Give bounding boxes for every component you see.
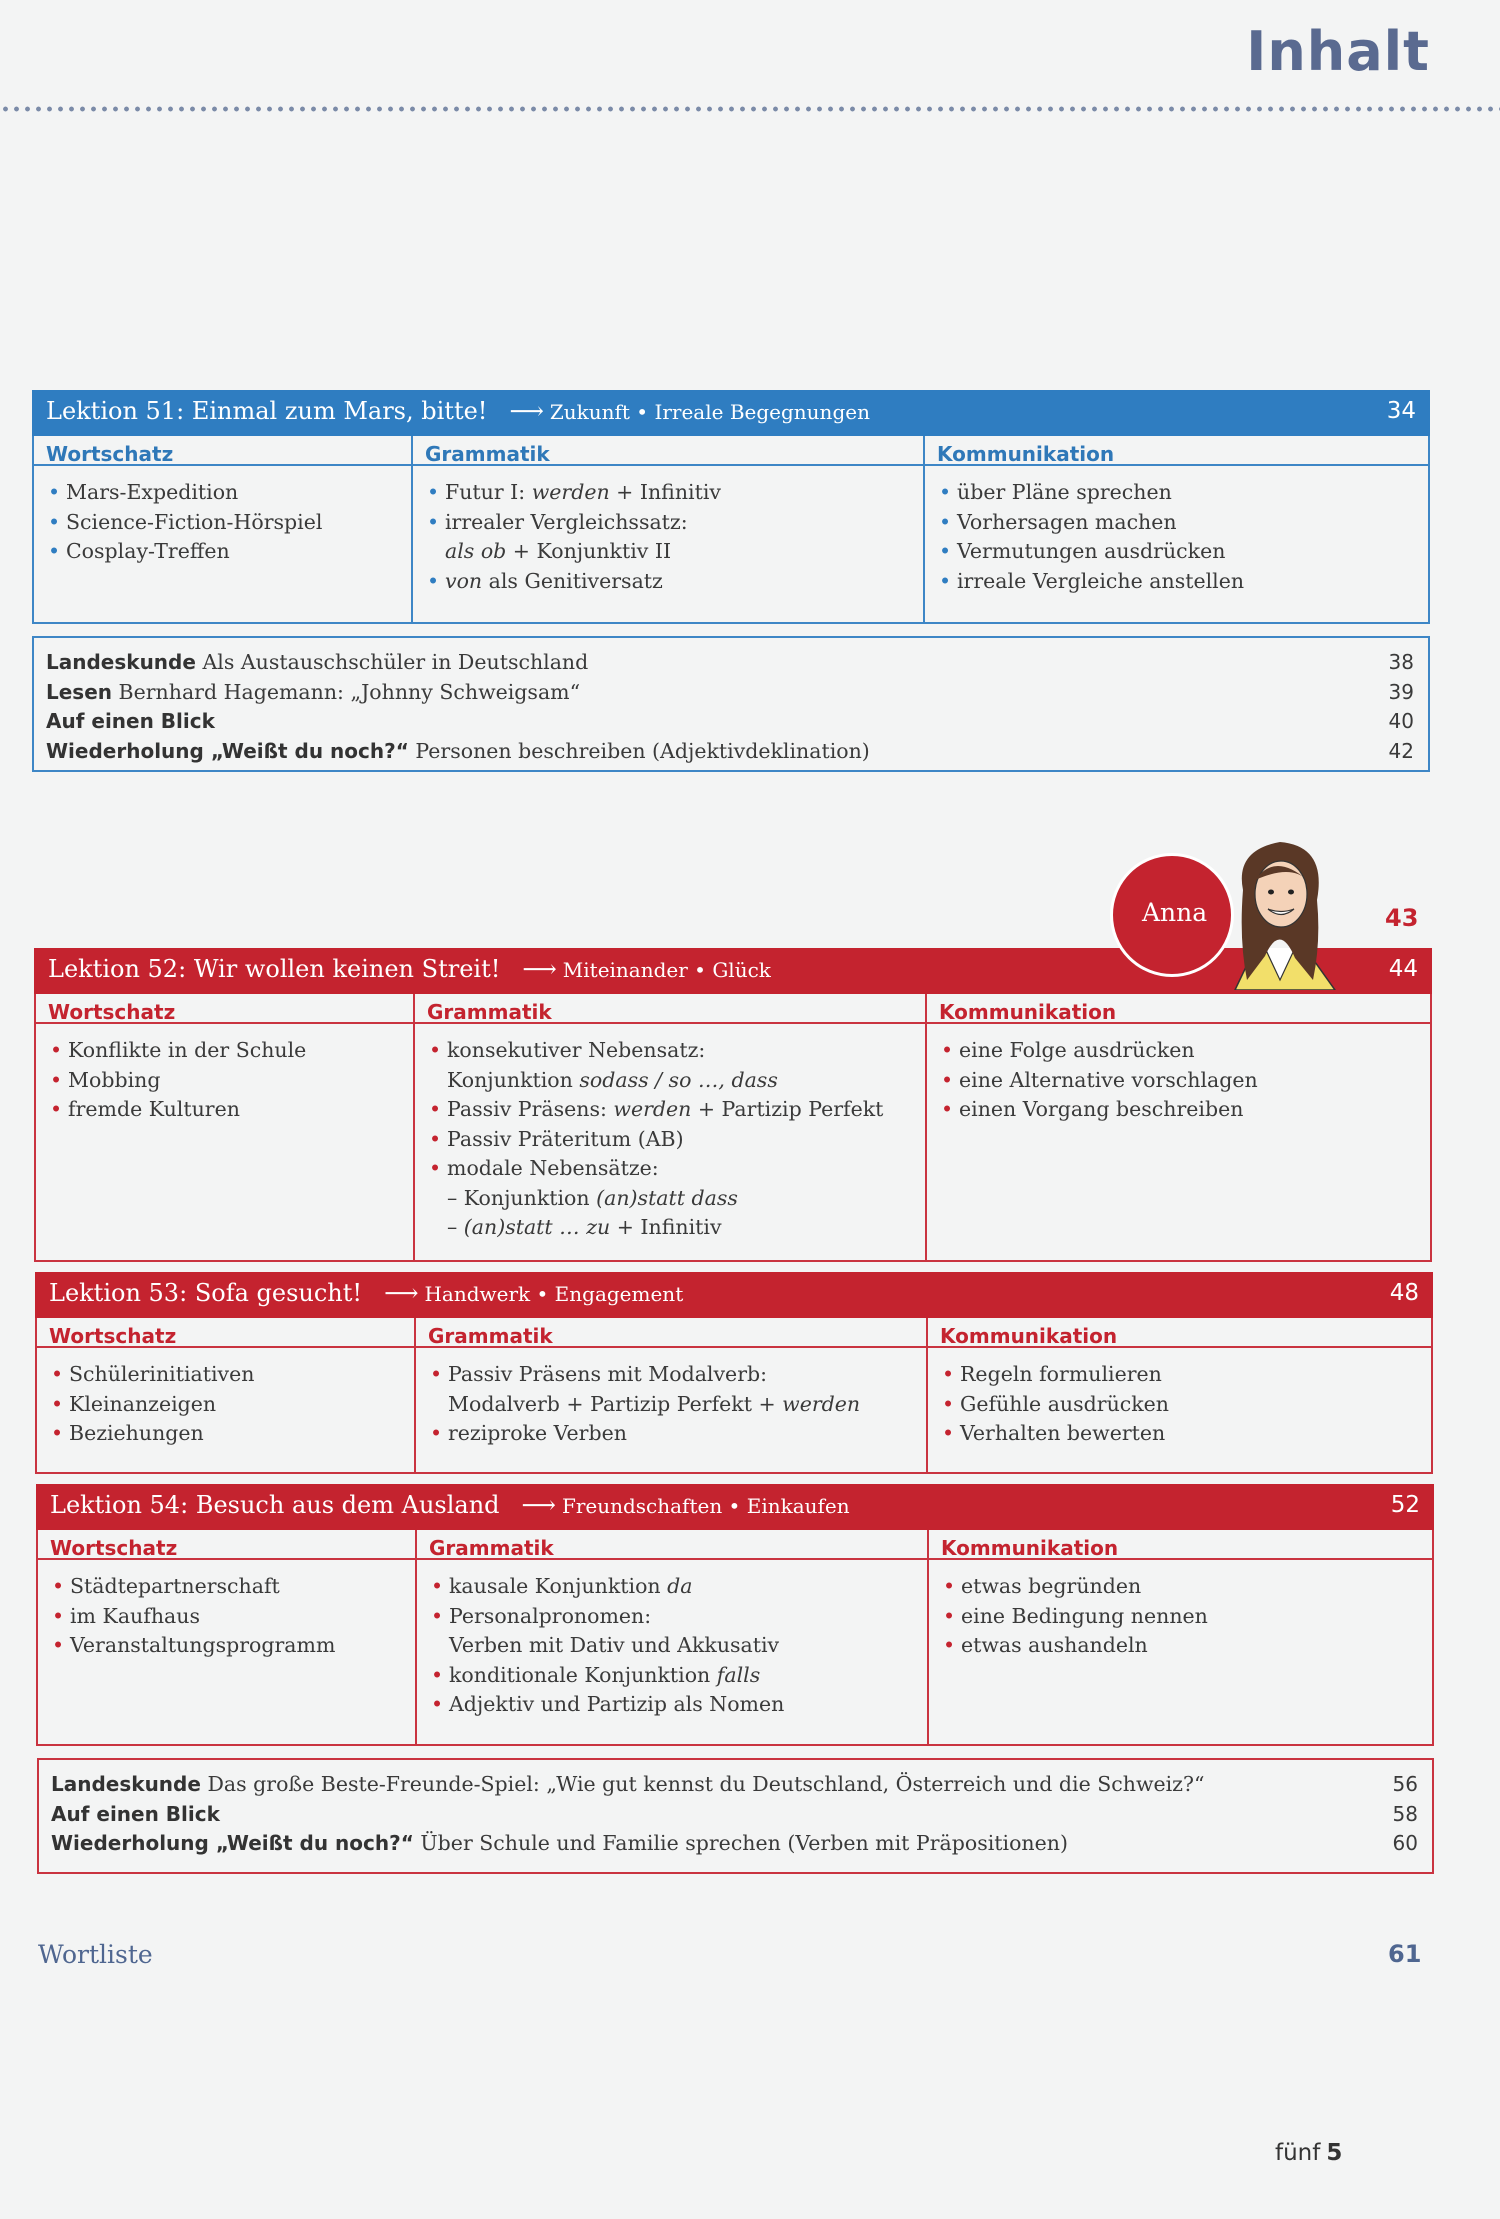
- lesson-53-table: [35, 1318, 1433, 1474]
- lesson-54-banner[interactable]: [36, 1484, 1434, 1530]
- list-item: • Kleinanzeigen: [51, 1390, 414, 1420]
- lesson-page: 48: [1389, 1280, 1419, 1306]
- header-grammatik: Grammatik: [417, 1530, 929, 1560]
- list-item: • Beziehungen: [51, 1419, 414, 1449]
- header-kommunikation: Kommunikation: [927, 994, 1430, 1024]
- header-wortschatz: Wortschatz: [36, 994, 413, 1024]
- wortliste-link[interactable]: Wortliste: [38, 1940, 153, 1969]
- list-item: • Science-Fiction-Hörspiel: [48, 508, 411, 538]
- header-wortschatz: Wortschatz: [34, 436, 411, 466]
- lesson-title: Sofa gesucht!: [194, 1279, 363, 1307]
- list-item: • über Pläne sprechen: [939, 478, 1428, 508]
- extras-row[interactable]: Lesen Bernhard Hagemann: „Johnny Schweigsam“ 39: [46, 679, 1414, 704]
- list-item: • irreale Vergleiche anstellen: [939, 567, 1428, 597]
- list-item: • eine Alternative vorschlagen: [941, 1066, 1430, 1096]
- list-item: • im Kaufhaus: [52, 1602, 415, 1632]
- extras-row[interactable]: Landeskunde Das große Beste-Freunde-Spiel: „Wie gut kennst du Deutschland, Österreich und die Schweiz?“ 56: [51, 1772, 1418, 1796]
- lesson-title: Wir wollen keinen Streit!: [193, 955, 501, 983]
- extras-row[interactable]: Auf einen Blick 58: [51, 1801, 1418, 1826]
- list-item: Konjunktion sodass / so …, dass: [447, 1067, 778, 1092]
- list-item: • fremde Kulturen: [50, 1095, 413, 1125]
- lesson-topics: Miteinander • Glück: [562, 958, 771, 982]
- list-item: • Schülerinitiativen: [51, 1360, 414, 1390]
- lesson-label: Lektion 51:: [46, 397, 185, 425]
- list-item: Verben mit Dativ und Akkusativ: [449, 1633, 780, 1657]
- list-item: • Gefühle ausdrücken: [942, 1390, 1431, 1420]
- lesson-51-banner[interactable]: [32, 390, 1430, 436]
- list-item: • kausale Konjunktion da: [431, 1572, 929, 1602]
- list-item: – (an)statt … zu + Infinitiv: [447, 1215, 722, 1239]
- page-footer: [1275, 2140, 1342, 2166]
- list-item: • Cosplay-Treffen: [48, 537, 411, 567]
- wortliste-page: 61: [1388, 1940, 1422, 1968]
- header-grammatik: Grammatik: [416, 1318, 928, 1348]
- list-item: • etwas aushandeln: [943, 1631, 1432, 1661]
- lesson-page: 34: [1386, 398, 1416, 424]
- list-item: • Passiv Präteritum (AB): [429, 1125, 927, 1155]
- arrow-right-icon: ⟶: [509, 397, 544, 425]
- extras-row[interactable]: Wiederholung „Weißt du noch?“ Über Schule und Familie sprechen (Verben mit Präpositionen) 60: [51, 1831, 1418, 1855]
- lesson-page: 44: [1388, 956, 1418, 982]
- list-item: Modalverb + Partizip Perfekt + werden: [448, 1391, 861, 1416]
- lesson-label: Lektion 53:: [49, 1279, 188, 1307]
- list-item: • Städtepartnerschaft: [52, 1572, 415, 1602]
- list-item: – Konjunktion (an)statt dass: [447, 1185, 738, 1210]
- list-item: • Regeln formulieren: [942, 1360, 1431, 1390]
- list-item: • von als Genitiversatz: [427, 567, 925, 597]
- list-item: • etwas begründen: [943, 1572, 1432, 1602]
- lesson-topics: Zukunft • Irreale Begegnungen: [549, 400, 870, 424]
- list-item: • eine Folge ausdrücken: [941, 1036, 1430, 1066]
- header-grammatik: Grammatik: [415, 994, 927, 1024]
- arrow-right-icon: ⟶: [522, 955, 557, 983]
- list-item: • Futur I: werden + Infinitiv: [427, 478, 925, 508]
- list-item: • Verhalten bewerten: [942, 1419, 1431, 1449]
- portrait-name: Anna: [1142, 898, 1208, 927]
- page-title: Inhalt: [1246, 20, 1430, 83]
- list-item: • reziproke Verben: [430, 1419, 928, 1449]
- lesson-label: Lektion 54:: [50, 1491, 189, 1519]
- lesson-54-table: [36, 1530, 1434, 1746]
- extras-row[interactable]: Auf einen Blick 40: [46, 709, 1414, 733]
- extras-row[interactable]: Landeskunde Als Austauschschüler in Deutschland 38: [46, 650, 1414, 674]
- list-item: • konsekutiver Nebensatz:: [429, 1036, 927, 1066]
- dotted-divider: [0, 104, 1500, 114]
- header-wortschatz: Wortschatz: [38, 1530, 415, 1560]
- portrait-page: 43: [1385, 904, 1419, 932]
- list-item: • konditionale Konjunktion falls: [431, 1661, 929, 1691]
- lesson-page: 52: [1390, 1492, 1420, 1518]
- lesson-51-table: [32, 436, 1430, 624]
- list-item: • Veranstaltungsprogramm: [52, 1631, 415, 1661]
- header-kommunikation: Kommunikation: [929, 1530, 1432, 1560]
- list-item: • Mars-Expedition: [48, 478, 411, 508]
- page-number: 5: [1326, 2140, 1343, 2166]
- list-item: • Vorhersagen machen: [939, 508, 1428, 538]
- list-item: • irrealer Vergleichssatz:: [427, 508, 925, 538]
- header-kommunikation: Kommunikation: [928, 1318, 1431, 1348]
- lesson-52-table: [34, 994, 1432, 1262]
- list-item: • Adjektiv und Partizip als Nomen: [431, 1690, 929, 1720]
- list-item: • Konflikte in der Schule: [50, 1036, 413, 1066]
- extras-box-2: [37, 1758, 1434, 1874]
- arrow-right-icon: ⟶: [521, 1491, 556, 1519]
- list-item: • Mobbing: [50, 1066, 413, 1096]
- extras-row[interactable]: Wiederholung „Weißt du noch?“ Personen beschreiben (Adjektivdeklination) 42: [46, 738, 1414, 763]
- list-item: als ob + Konjunktiv II: [445, 539, 672, 563]
- list-item: • modale Nebensätze:: [429, 1154, 927, 1184]
- arrow-right-icon: ⟶: [384, 1279, 419, 1307]
- header-wortschatz: Wortschatz: [37, 1318, 414, 1348]
- list-item: • einen Vorgang beschreiben: [941, 1095, 1430, 1125]
- list-item: • Personalpronomen:: [431, 1602, 929, 1632]
- lesson-53-banner[interactable]: [35, 1272, 1433, 1318]
- header-kommunikation: Kommunikation: [925, 436, 1428, 466]
- lesson-topics: Handwerk • Engagement: [424, 1282, 684, 1306]
- lesson-topics: Freundschaften • Einkaufen: [561, 1494, 850, 1518]
- lesson-label: Lektion 52:: [48, 955, 187, 983]
- extras-box-1: [32, 636, 1430, 772]
- list-item: • Passiv Präsens: werden + Partizip Perfekt: [429, 1095, 927, 1125]
- lesson-title: Einmal zum Mars, bitte!: [191, 397, 488, 425]
- list-item: • Vermutungen ausdrücken: [939, 537, 1428, 567]
- anna-portrait-illustration: [1195, 830, 1365, 990]
- header-grammatik: Grammatik: [413, 436, 925, 466]
- page-number-word: fünf: [1275, 2140, 1321, 2166]
- list-item: • Passiv Präsens mit Modalverb:: [430, 1360, 928, 1390]
- list-item: • eine Bedingung nennen: [943, 1602, 1432, 1632]
- lesson-title: Besuch aus dem Ausland: [195, 1491, 500, 1519]
